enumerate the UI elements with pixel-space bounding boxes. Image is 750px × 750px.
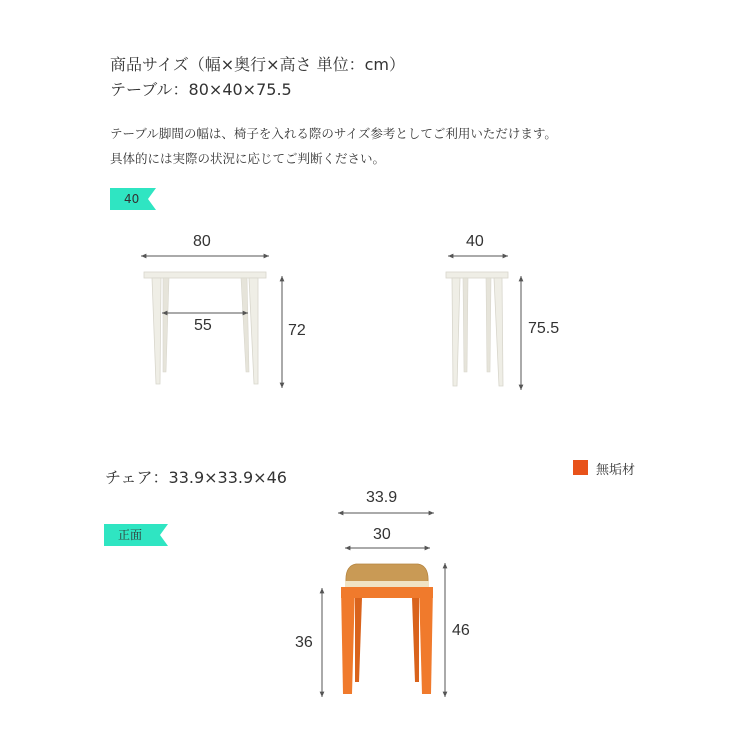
chair-leg [341, 587, 355, 694]
table-width-label: 80 [193, 233, 211, 250]
table-leg-gap-label: 55 [194, 317, 212, 334]
chair-leg [419, 587, 433, 694]
chair-seat-edge [345, 581, 429, 587]
table-leg [241, 278, 249, 372]
table-side-view [446, 272, 508, 386]
note-line-1: テーブル脚間の幅は、椅子を入れる際のサイズ参考としてご利用いただけます。 [110, 126, 557, 141]
note-line-2: 具体的には実際の状況に応じてご判断ください。 [110, 151, 386, 166]
table-size: テーブル：80×40×75.5 [110, 80, 292, 99]
chair-view-tag [104, 524, 182, 546]
table-leg [152, 278, 161, 384]
table-side-height-label: 75.5 [528, 320, 560, 337]
chair-seat-width-label: 30 [373, 526, 391, 543]
table-view-tag-label: 40 [124, 192, 140, 206]
chair-front-view [341, 564, 433, 694]
chair-outer-width-label: 33.9 [366, 489, 398, 506]
legend-swatch [573, 460, 588, 475]
chair-cushion [346, 564, 428, 582]
chair-leg-height-label: 36 [295, 634, 313, 651]
chair-leg [355, 598, 362, 682]
legend-label: 無垢材 [596, 463, 636, 478]
table-leg [452, 278, 460, 386]
chair-size-title: チェア：33.9×33.9×46 [105, 468, 287, 487]
table-top-side [446, 272, 508, 278]
chair-view-tag-label: 正面 [118, 528, 143, 542]
table-leg [249, 278, 258, 384]
table-leg [494, 278, 503, 386]
table-leg [463, 278, 468, 372]
size-title: 商品サイズ（幅×奥行×高さ 単位：cm） [110, 55, 406, 74]
table-top [144, 272, 266, 278]
table-front-height-label: 72 [288, 322, 306, 339]
chair-leg [412, 598, 419, 682]
table-leg [163, 278, 169, 372]
table-depth-label: 40 [466, 233, 484, 250]
table-leg [486, 278, 491, 372]
chair-total-height-label: 46 [452, 622, 470, 639]
